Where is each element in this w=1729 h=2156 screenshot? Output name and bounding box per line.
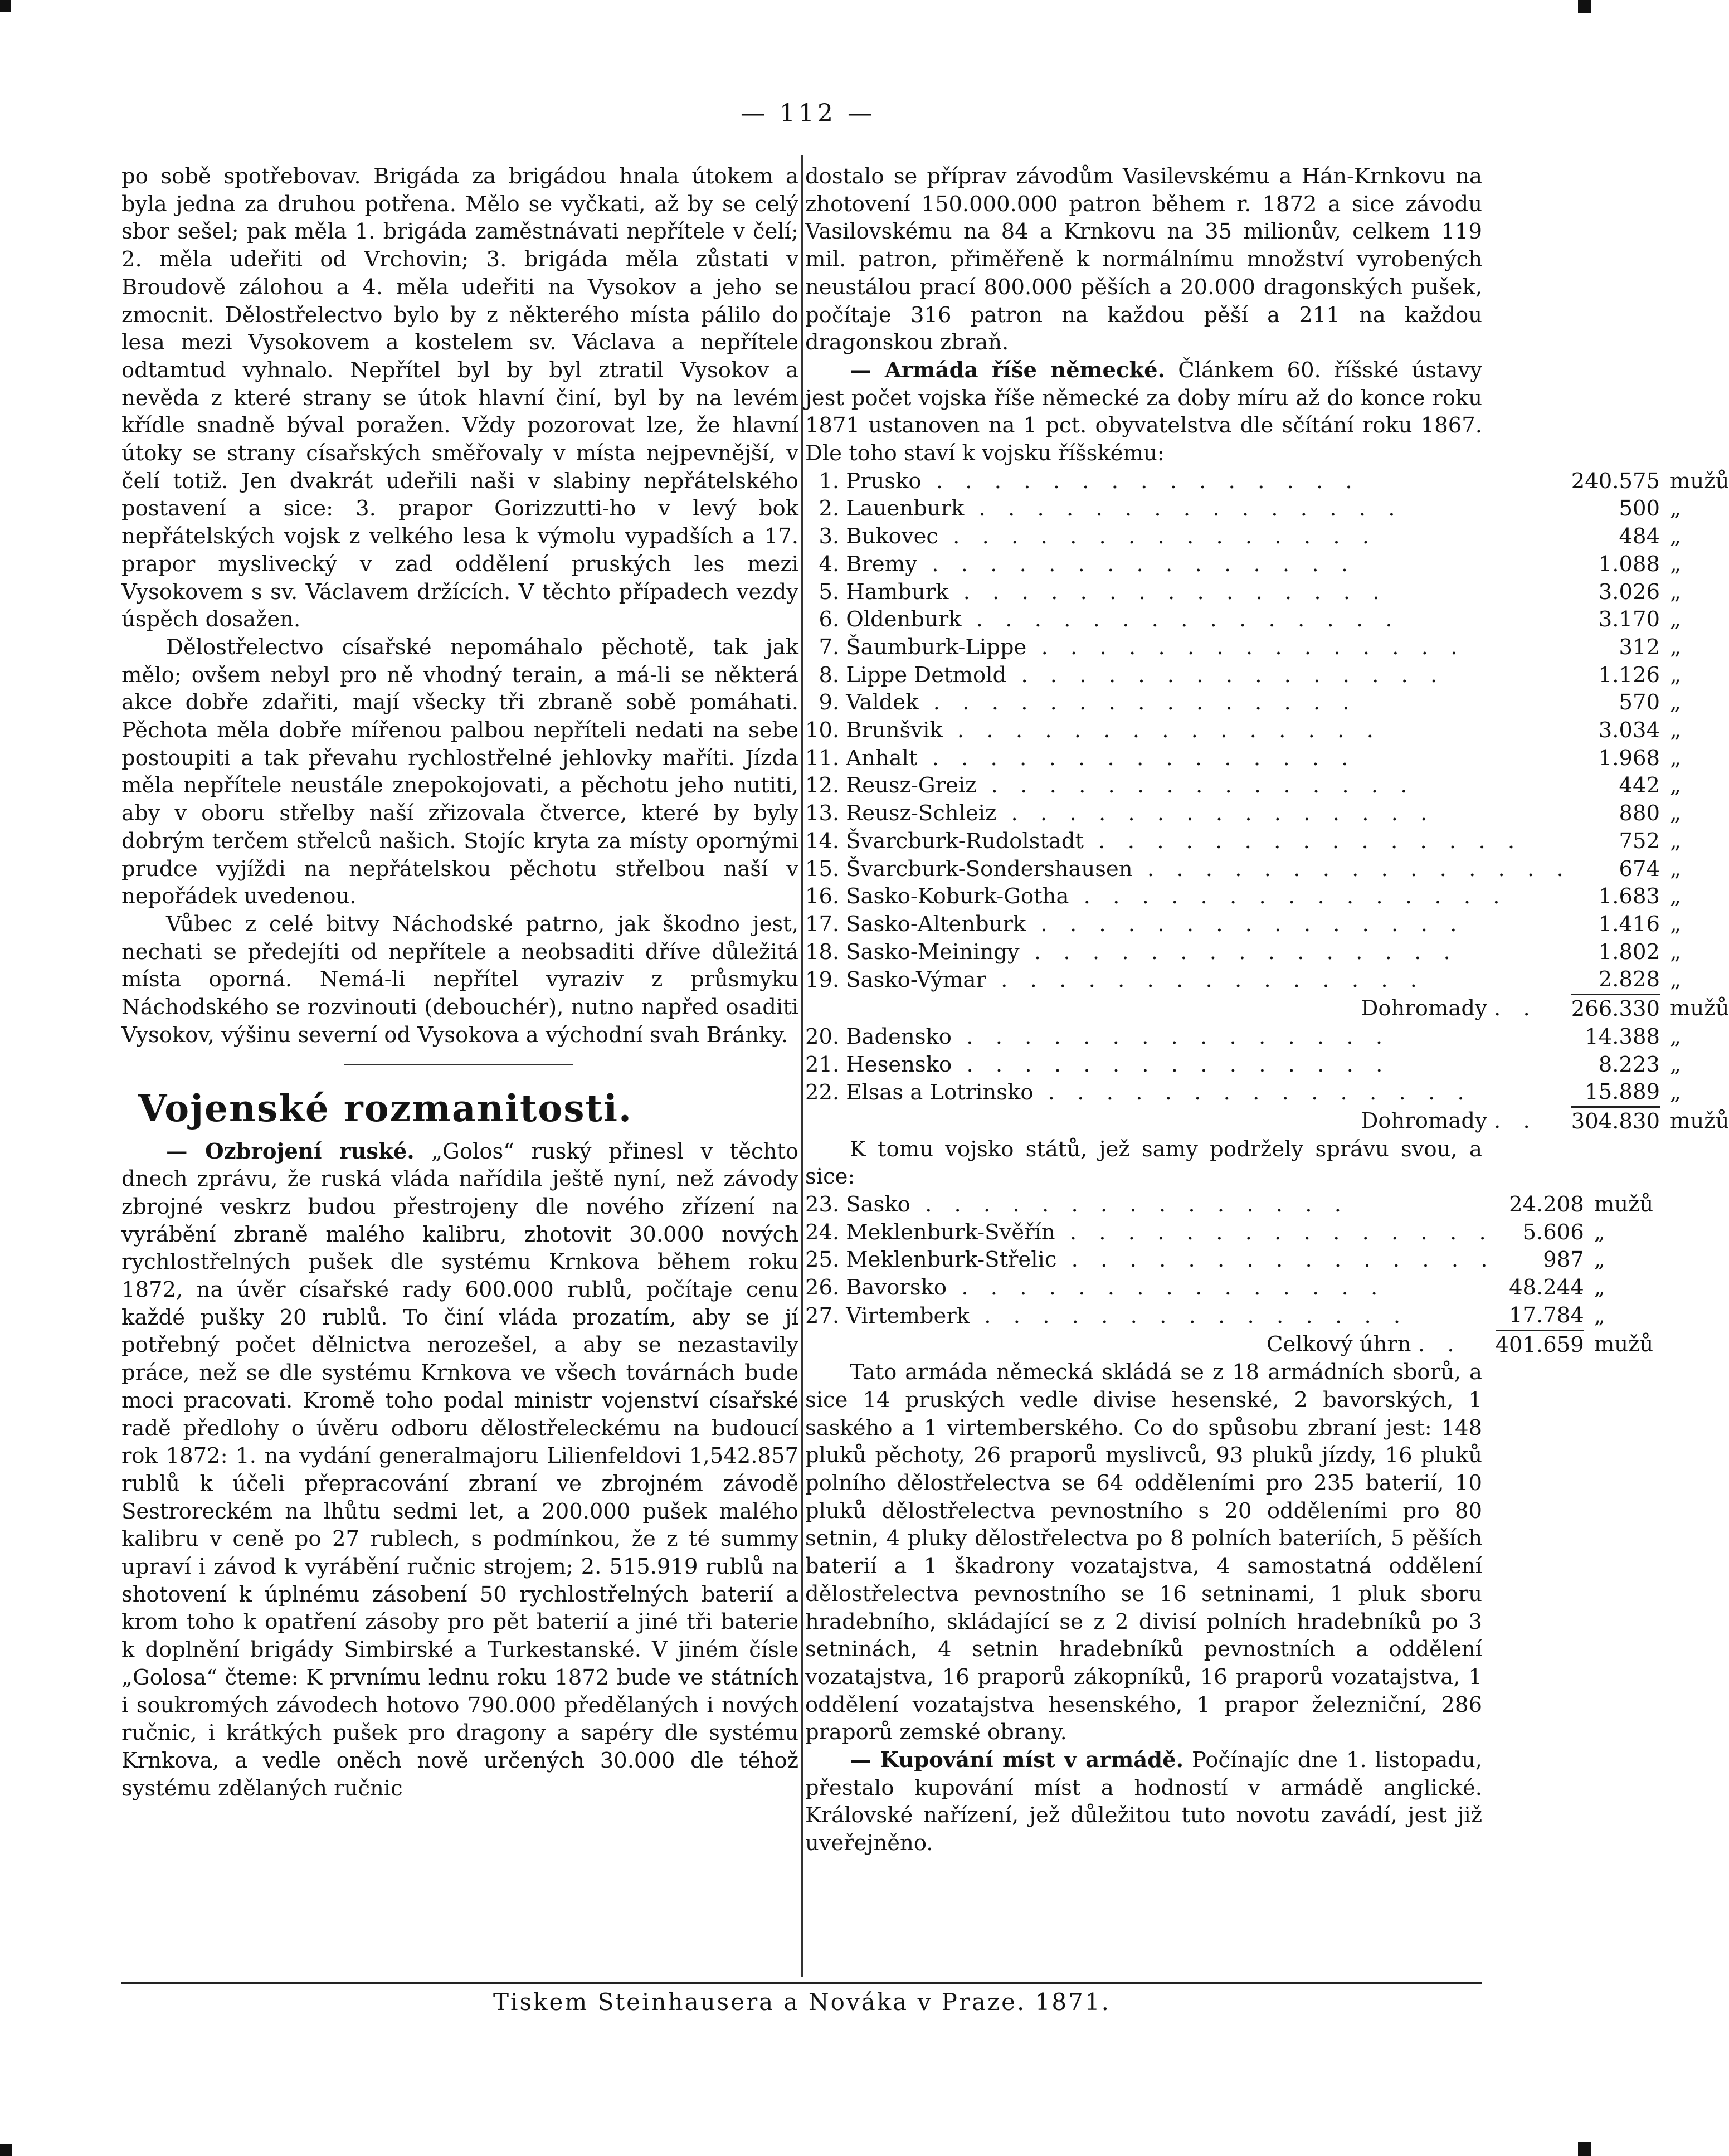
leader-dots: . . . . . . . . . . . . . . .: [948, 579, 1387, 605]
leader-dots: . . . . . . . . . . . . . . .: [1069, 884, 1508, 909]
army-table-sum: [805, 1330, 1653, 1359]
leader-dots: . . . . . . . . . . . . . . .: [947, 1275, 1386, 1301]
leader-dots: . . . . . . . . . . . . . . .: [976, 773, 1415, 799]
leader-dots: . . . . . . . . . . . . . . .: [996, 801, 1435, 826]
sum-row: [805, 995, 1729, 1023]
unit-label: „: [1669, 496, 1681, 522]
army-table-group: [805, 468, 1729, 995]
total-label: Celkový úhrn . .: [1267, 1331, 1462, 1357]
state-name: Sasko-Altenburk . . . . . . . . . . . . . . .: [846, 911, 1465, 937]
leader-dots: . . . . . . . . . . . . . . .: [1026, 634, 1465, 660]
unit-label: „: [1669, 690, 1681, 716]
troop-count: 48.244: [1509, 1275, 1584, 1301]
leader-dots: . . . . . . . . . . . . . . .: [1084, 828, 1523, 854]
state-name: Anhalt . . . . . . . . . . . . . . .: [846, 745, 1356, 771]
troop-count: 312: [1619, 634, 1660, 660]
leader-dots: . . . . . . . . . . . . . . .: [1132, 856, 1571, 882]
total-value: 401.659: [1496, 1330, 1584, 1359]
unit-label: „: [1594, 1275, 1605, 1301]
leader-dots: . . . . . . . . . . . . . . .: [910, 1192, 1349, 1218]
row-number: 8.: [819, 662, 840, 688]
state-name: Bavorsko . . . . . . . . . . . . . . .: [846, 1275, 1386, 1301]
army-table-group: [805, 1023, 1729, 1107]
unit-label: „: [1669, 551, 1681, 577]
troop-count: 3.034: [1598, 718, 1660, 743]
army-table-row: [805, 800, 1729, 828]
row-number: 17.: [805, 911, 840, 937]
state-name: Sasko-Koburk-Gotha . . . . . . . . . . . . . . .: [846, 884, 1508, 909]
army-table-row: [805, 1023, 1729, 1051]
troop-count: 2.828: [1598, 967, 1660, 992]
sum-value: 266.330: [1571, 995, 1660, 1023]
scan-corner-mark: [1578, 0, 1591, 13]
leader-dots: . . . . . . . . . . . . . . .: [1026, 911, 1465, 937]
unit-label: „: [1669, 884, 1681, 909]
article-lead: — Armáda říše německé.: [850, 357, 1166, 383]
state-name: Šaumburk-Lippe . . . . . . . . . . . . . . .: [846, 634, 1465, 660]
paragraph: Dělostřelectvo císařské nepomáhalo pěchotě, tak jak mělo; ovšem nebyl pro ně vhodný terain, a má-li se některá akce dobře zdařiti, mají všecky tři zbraně sobě pomáhati. Pěchota měla dobře mířenou palbou nepříteli nedati na sebe postoupiti a tak převahu rychlostřelné jehlovky maříti. Jízda měla nepřítele neustále znepokojovati, a pěchotu jeho nutiti, aby v oboru střelby naší zřizovala čtverce, které by byly dobrým terčem střelců našich. Stojíc kryta za místy opornými prudce vyjíždi na nepřátelskou pěchotu střelbou naší v nepořádek uvedenou.: [121, 634, 798, 909]
unit-label: „: [1669, 856, 1681, 882]
state-name: Meklenburk-Střelic . . . . . . . . . . . . . . .: [846, 1247, 1496, 1273]
leader-dots: . . . . . . . . . . . . . . .: [986, 967, 1425, 993]
leader-dots: . . . . . . . . . . . . . . .: [952, 1052, 1391, 1077]
leader-dots: . . . . . . . . . . . . . . .: [938, 524, 1377, 549]
article-text: Článkem 60. říšské ústavy jest počet vojska říše německé za doby míru až do konce roku 1871 ustanoven na 1 pct. obyvatelstva dle sčítání roku 1867. Dle toho staví k vojsku říšskému:: [805, 357, 1482, 466]
sum-unit: mužů: [1669, 996, 1729, 1021]
state-name: Meklenburk-Svěřín . . . . . . . . . . . . . . .: [846, 1219, 1494, 1245]
section-divider: [344, 1064, 573, 1065]
paragraph: [805, 357, 1482, 468]
state-name: Oldenburk . . . . . . . . . . . . . . .: [846, 607, 1400, 632]
troop-count: 24.208: [1509, 1192, 1584, 1218]
army-table-row: [805, 1219, 1653, 1247]
troop-count: 1.416: [1598, 911, 1660, 937]
state-name: Hamburk . . . . . . . . . . . . . . .: [846, 579, 1387, 605]
unit-label: „: [1669, 1052, 1681, 1077]
unit-label: „: [1669, 607, 1681, 632]
unit-label: „: [1669, 579, 1681, 605]
paragraph: [121, 1138, 798, 1803]
row-number: 25.: [805, 1247, 840, 1273]
unit-label: „: [1669, 524, 1681, 549]
row-number: 20.: [805, 1024, 840, 1049]
article-text: „Golos“ ruský přinesl v těchto dnech zprávu, že ruská vláda nařídila ještě nyní, než závody zbrojné veskrz budou přestrojeny dle nového zřízení na vyrábění zbraně malého kalibru, zhotovit 30.000 nových rychlostřelných pušek dle systému Krnkova během roku 1872, na úvěr císařské rady 600.000 rublů, počítaje cenu každé pušky 20 rublů. To činí vláda prozatím, aby se jí potřebný počet dělnictva nerozešel, a aby se nezastavily práce, než se dle systému Krnkova ve všech továrnách bude moci pracovati. Kromě toho podal ministr vojenství císařské radě předlohy o úvěru odboru dělostřeleckému na budoucí rok 1872: 1. na vydání generalmajoru Lilienfeldovi 1,542.857 rublů k účeli přepracování zbraní ve zbrojném závodě Sestroreckém na lhůtu sedmi let, a 200.000 pušek malého kalibru v ceně po 27 rublech, s podmínkou, že z té summy upraví i závod k vyrábění ručnic strojem; 2. 515.919 rublů na shotovení k úplnému zásobení 50 rychlostřelných baterií a krom toho k opatření zásoby pro pět baterií a jiné tři baterie k doplnění brigády Simbirské a Turkestanské. V jiném čísle „Golosa“ čteme: K prvnímu lednu roku 1872 bude ve státních i soukromých závodech hotovo 790.000 předělaných i nových ručnic, i krátkých pušek pro dragony a sapéry dle systému Krnkova, a vedle oněch nově určených 30.000 dle téhož systému zdělaných ručnic: [121, 1138, 798, 1801]
row-number: 15.: [805, 856, 840, 882]
unit-label: „: [1669, 801, 1681, 826]
paragraph: dostalo se příprav závodům Vasilevskému a Hán-Krnkovu na zhotovení 150.000.000 patron během r. 1872 a sice závodu Vasilovskému na 84 a Krnkovu na 35 milionův, celkem 119 mil. patron, přiměřeně k normálnímu množství vyrobených neustálou prací 800.000 pěších a 20.000 dragonských pušek, počítaje 316 patron na každou pěší a 211 na každou dragonskou zbraň.: [805, 164, 1482, 356]
unit-label: mužů: [1669, 468, 1729, 494]
page-number: — 112 —: [741, 99, 875, 128]
column-divider: [801, 155, 803, 1977]
paragraph: K tomu vojsko států, jež samy podržely správu svou, a sice:: [805, 1136, 1482, 1190]
row-number: 6.: [819, 607, 840, 632]
state-name: Švarcburk-Rudolstadt . . . . . . . . . . . . . . .: [846, 828, 1523, 854]
unit-label: „: [1669, 745, 1681, 771]
army-table-row: [805, 1274, 1653, 1302]
army-table-row: [805, 523, 1729, 551]
army-table-row: [805, 855, 1729, 883]
army-table-row: [805, 468, 1729, 495]
row-number: 23.: [805, 1192, 840, 1218]
row-number: 9.: [819, 690, 840, 716]
total-unit: mužů: [1594, 1331, 1654, 1357]
row-number: 22.: [805, 1079, 840, 1105]
troop-count: 500: [1619, 496, 1660, 522]
sum-value: 304.830: [1571, 1107, 1660, 1135]
row-number: 14.: [805, 828, 840, 854]
army-table-group: [805, 1191, 1653, 1330]
army-table-row: [805, 634, 1729, 661]
unit-label: „: [1669, 1024, 1681, 1049]
unit-label: „: [1669, 939, 1681, 965]
troop-count: 1.126: [1598, 662, 1660, 688]
army-table-row: [805, 744, 1729, 772]
article-lead: — Ozbrojení ruské.: [166, 1138, 415, 1164]
leader-dots: . . . . . . . . . . . . . . .: [951, 1024, 1391, 1049]
paragraph: po sobě spotřebovav. Brigáda za brigádou hnala útokem a byla jedna za druhou potřena. Mělo se vyčkati, až by se celý sbor sešel; pak měla 1. brigáda zaměstnávati nepřítele v čelí; 2. měla udeřiti od Vrchovin; 3. brigáda měla zůstati v Broudově zálohou a 4. měla udeřiti na Vysokov a jeho se zmocnit. Dělostřelectvo bylo by z některého místa pálilo do lesa mezi Vysokovem a kostelem sv. Václava a nepřítele odtamtud vyhnalo. Nepřítel byl by byl ztratil Vysokov a nevěda z které strany se útok hlavní činí, byl by na levém křídle snadně býval poražen. Vždy pozorovat lze, že hlavní útoky se strany císařských směřovaly v místa nejpevnější, v čelí totiž. Jen dvakrát udeřili naši v slabiny nepřátelského postavení a sice: 3. prapor Gorizzutti-ho v levý bok nepřátelských vojsk z velkého lesa k výmolu vypadších a 17. prapor myslivecký v zad oddělení pruských les mezi Vysokovem s sv. Václavem držících. V těchto případech vezdy úspěch dosažen.: [121, 164, 798, 632]
total-row: [805, 1330, 1653, 1359]
troop-count: 3.170: [1598, 607, 1660, 632]
troop-count: 1.802: [1598, 939, 1660, 965]
leader-dots: . . . . . . . . . . . . . . .: [961, 607, 1400, 632]
state-name: Sasko-Výmar . . . . . . . . . . . . . . .: [846, 967, 1425, 993]
article-lead: — Kupování míst v armádě.: [850, 1748, 1183, 1773]
row-number: 3.: [819, 524, 840, 549]
army-table-row: [805, 689, 1729, 717]
row-number: 7.: [819, 634, 840, 660]
state-name: Elsas a Lotrinsko . . . . . . . . . . . . . . .: [846, 1079, 1472, 1105]
unit-label: „: [1669, 773, 1681, 799]
state-name: Lauenburk . . . . . . . . . . . . . . .: [846, 496, 1403, 522]
state-name: Reusz-Schleiz . . . . . . . . . . . . . . .: [846, 801, 1435, 826]
troop-count: 8.223: [1598, 1052, 1660, 1077]
scan-corner-mark: [1578, 2142, 1591, 2156]
leader-dots: . . . . . . . . . . . . . . .: [1056, 1247, 1496, 1273]
unit-label: „: [1669, 718, 1681, 743]
row-number: 19.: [805, 967, 840, 993]
sum-label: Dohromady . .: [1361, 1108, 1538, 1134]
troop-count: 240.575: [1571, 468, 1660, 494]
army-table-row: [805, 495, 1729, 523]
sum-unit: mužů: [1669, 1108, 1729, 1134]
row-number: 10.: [805, 718, 840, 743]
troop-count: 442: [1619, 773, 1660, 799]
state-name: Valdek . . . . . . . . . . . . . . .: [846, 690, 1357, 716]
paragraph: Tato armáda německá skládá se z 18 armádních sborů, a sice 14 pruských vedle divise hesenské, 2 bavorských, 1 saského a 1 virtemberského. Co do spůsobu zbraní jest: 148 pluků pěchoty, 26 praporů myslivců, 93 pluků jízdy, 16 pluků polního dělostřelectva se 64 odděleními pro 235 baterií, 10 pluků dělostřelectva pevnostního s 20 odděleními pro 80 setnin, 4 pluky dělostřelectva po 8 polních bateriích, 5 pěších baterií a 1 škadrony vozatajstva, 4 samostatná oddělení dělostřelectva pevnostního se 16 setninami, 1 pluk sboru hradebního, skládající se z 2 divisí polních hradebníků po 3 setninách, 4 setnin hradebníků pevnostních a oddělení vozatajstva, 16 praporů zákopníků, 16 praporů vozatajstva, 1 oddělení vozatajstva hesenského, 1 prapor železniční, 286 praporů zemské obrany.: [805, 1360, 1482, 1745]
army-table-row: [805, 717, 1729, 744]
state-name: Brunšvik . . . . . . . . . . . . . . .: [846, 718, 1381, 743]
printer-imprint: Tiskem Steinhausera a Nováka v Praze. 1871.: [493, 1988, 1111, 2016]
leader-dots: . . . . . . . . . . . . . . .: [964, 496, 1403, 522]
right-column: [805, 163, 1729, 1857]
unit-label: „: [1594, 1247, 1605, 1273]
row-number: 4.: [819, 551, 840, 577]
paragraph: [805, 1746, 1482, 1857]
army-table-row: [805, 883, 1729, 911]
row-number: 21.: [805, 1052, 840, 1077]
army-table-row: [805, 661, 1729, 689]
state-name: Virtemberk . . . . . . . . . . . . . . .: [846, 1303, 1409, 1328]
leader-dots: . . . . . . . . . . . . . . .: [1006, 662, 1445, 688]
scan-corner-mark: [0, 0, 11, 12]
troop-count: 17.784: [1509, 1302, 1584, 1328]
army-table-row: [805, 1051, 1729, 1079]
troop-count: 1.683: [1598, 884, 1660, 909]
leader-dots: . . . . . . . . . . . . . . .: [917, 551, 1356, 577]
unit-label: „: [1669, 1079, 1681, 1105]
army-table-row: [805, 938, 1729, 966]
army-table-row: [805, 551, 1729, 578]
state-name: Bukovec . . . . . . . . . . . . . . .: [846, 524, 1377, 549]
state-name: Reusz-Greiz . . . . . . . . . . . . . . .: [846, 773, 1415, 799]
state-name: Švarcburk-Sondershausen . . . . . . . . . . . . . . .: [846, 856, 1571, 882]
state-name: Lippe Detmold . . . . . . . . . . . . . . .: [846, 662, 1445, 688]
unit-label: „: [1594, 1219, 1605, 1245]
unit-label: „: [1669, 828, 1681, 854]
row-number: 16.: [805, 884, 840, 909]
scan-corner-mark: [0, 2144, 12, 2156]
troop-count: 987: [1543, 1247, 1584, 1273]
troop-count: 14.388: [1585, 1024, 1660, 1049]
state-name: Bremy . . . . . . . . . . . . . . .: [846, 551, 1356, 577]
leader-dots: . . . . . . . . . . . . . . .: [970, 1303, 1409, 1328]
troop-count: 674: [1619, 856, 1660, 882]
leader-dots: . . . . . . . . . . . . . . .: [917, 745, 1356, 771]
footer-rule: [121, 1982, 1482, 1984]
state-name: Badensko . . . . . . . . . . . . . . .: [846, 1024, 1391, 1049]
row-number: 2.: [819, 496, 840, 522]
troop-count: 5.606: [1522, 1219, 1584, 1245]
army-table: [805, 1191, 1653, 1359]
unit-label: „: [1669, 662, 1681, 688]
army-table-row: [805, 966, 1729, 994]
army-table-row: [805, 1078, 1729, 1107]
army-table-row: [805, 606, 1729, 634]
troop-count: 1.968: [1598, 745, 1660, 771]
row-number: 26.: [805, 1275, 840, 1301]
row-number: 27.: [805, 1303, 840, 1328]
troop-count: 15.889: [1585, 1079, 1660, 1105]
unit-label: „: [1669, 911, 1681, 937]
row-number: 12.: [805, 773, 840, 799]
army-table: [805, 468, 1729, 1136]
paragraph: Vůbec z celé bitvy Náchodské patrno, jak škodno jest, nechati se předejíti od nepřítele a neobsaditi dříve důležitá místa oporná. Nemá-li nepřítel vyraziv z průsmyku Náchodského se rozvinouti (debouchér), nutno napřed osaditi Vysokov, výšinu severní od Vysokova a východní svah Bránky.: [121, 911, 798, 1048]
troop-count: 752: [1619, 828, 1660, 854]
army-table-row: [805, 911, 1729, 938]
section-heading: Vojenské rozmanitosti.: [138, 1086, 633, 1130]
army-table-row: [805, 1191, 1653, 1219]
troop-count: 880: [1619, 801, 1660, 826]
army-table-row: [805, 578, 1729, 606]
army-table-sum: [805, 995, 1729, 1023]
army-table-row: [805, 828, 1729, 855]
sum-row: [805, 1107, 1729, 1135]
army-table-row: [805, 772, 1729, 800]
sum-label: Dohromady . .: [1361, 996, 1538, 1021]
row-number: 5.: [819, 579, 840, 605]
row-number: 1.: [819, 468, 840, 494]
state-name: Sasko . . . . . . . . . . . . . . .: [846, 1192, 1349, 1218]
left-column: [121, 163, 798, 1802]
state-name: Hesensko . . . . . . . . . . . . . . .: [846, 1052, 1391, 1077]
army-table-sum: [805, 1107, 1729, 1135]
troop-count: 3.026: [1598, 579, 1660, 605]
unit-label: „: [1594, 1303, 1605, 1328]
troop-count: 570: [1619, 690, 1660, 716]
leader-dots: . . . . . . . . . . . . . . .: [1033, 1079, 1472, 1105]
troop-count: 484: [1619, 524, 1660, 549]
unit-label: „: [1669, 634, 1681, 660]
row-number: 24.: [805, 1219, 840, 1245]
troop-count: 1.088: [1598, 551, 1660, 577]
leader-dots: . . . . . . . . . . . . . . .: [942, 718, 1381, 743]
row-number: 11.: [805, 745, 840, 771]
army-table-row: [805, 1302, 1653, 1330]
leader-dots: . . . . . . . . . . . . . . .: [1019, 939, 1458, 965]
state-name: Prusko . . . . . . . . . . . . . . .: [846, 468, 1360, 494]
article-text: Počínajíc dne 1. listopadu, přestalo kupování míst a hodností v armádě anglické. Královské nařízení, jež důležitou tuto novotu zavádí, jest již uveřejněno.: [805, 1748, 1482, 1856]
army-table-row: [805, 1246, 1653, 1274]
row-number: 18.: [805, 939, 840, 965]
unit-label: mužů: [1594, 1192, 1654, 1218]
row-number: 13.: [805, 801, 840, 826]
leader-dots: . . . . . . . . . . . . . . .: [921, 468, 1360, 494]
state-name: Sasko-Meiningy . . . . . . . . . . . . . . .: [846, 939, 1458, 965]
leader-dots: . . . . . . . . . . . . . . .: [1055, 1219, 1494, 1245]
unit-label: „: [1669, 967, 1681, 993]
leader-dots: . . . . . . . . . . . . . . .: [918, 690, 1357, 716]
